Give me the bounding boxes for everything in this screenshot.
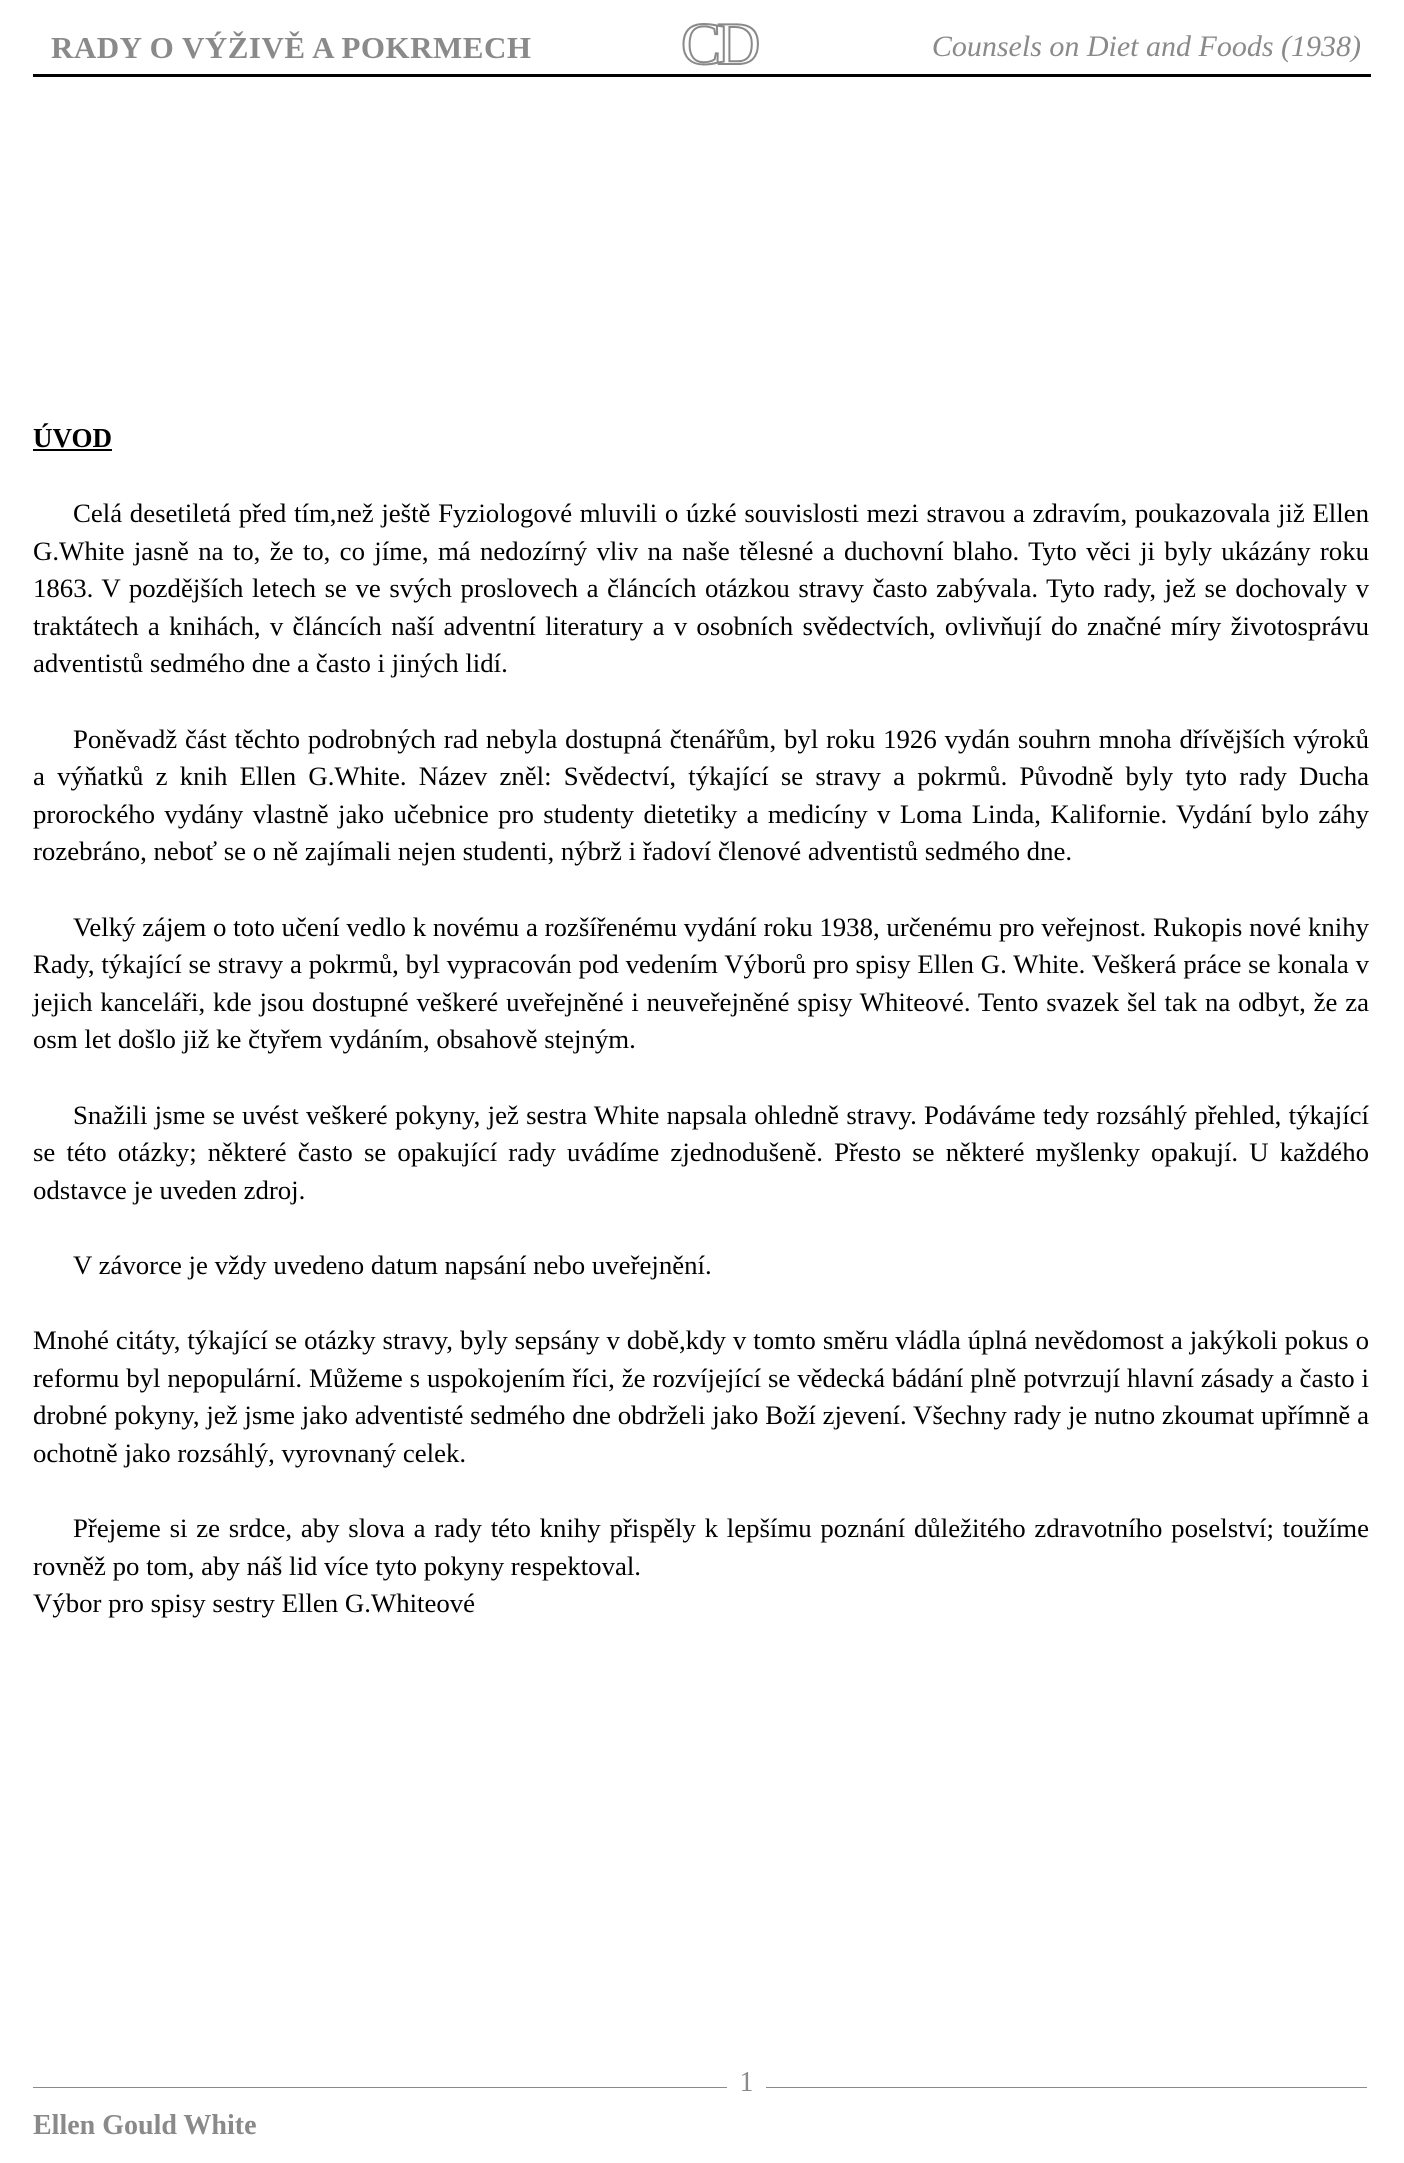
section-heading: ÚVOD [33,423,112,453]
page-number: 1 [739,2067,754,2098]
paragraph-5: V závorce je vždy uvedeno datum napsání nebo uveřejnění. [73,1249,712,1280]
paragraph-1: Celá desetiletá před tím,než ještě Fyziologové mluvili o úzké souvislosti mezi stravou a zdravím, poukazovala již Ellen G.White jasně na to, že to, co jíme, má nedozírný vliv na naše tělesné a duchovní blaho. Tyto věci ji byly ukázány roku 1863. V pozdějších letech se ve svých proslovech a článcích otázkou stravy často zabývala. Tyto rady, jež se dochovaly v traktátech a knihách, v článcích naší adventní literatury a v osobních svědectvích, ovlivňují do značné míry životosprávu adventistů sedmého dne a často i jiných lidí. [33,498,1369,679]
footer-divider-right [766,2087,1367,2088]
footer-author: Ellen Gould White [33,2110,257,2141]
footer-divider-left [33,2087,727,2088]
paragraph-2: Poněvadž část těchto podrobných rad nebyla dostupná čtenářům, byl roku 1926 vydán souhrn mnoha dřívějších výroků a výňatků z knih Ellen G.White. Název zněl: Svědectví, týkající se stravy a pokrmů. Původně byly tyto rady Ducha prorockého vydány vlastně jako učebnice pro studenty dietetiky a medicíny v Loma Linda, Kalifornie. Vydání bylo záhy rozebráno, neboť se o ně zajímali nejen studenti, nýbrž i řadoví členové adventistů sedmého dne. [33,723,1369,867]
paragraph-3: Velký zájem o toto učení vedlo k novému a rozšířenému vydání roku 1938, určenému pro veřejnost. Rukopis nové knihy Rady, týkající se stravy a pokrmů, byl vypracován pod vedením Výborů pro spisy Ellen G. White. Veškerá práce se konala v jejich kanceláři, kde jsou dostupné veškeré uveřejněné i neuveřejněné spisy Whiteové. Tento svazek šel tak na odbyt, že za osm let došlo již ke čtyřem vydáním, obsahově stejným. [33,911,1369,1055]
header-book-title-czech: RADY O VÝŽIVĚ A POKRMECH [51,30,532,65]
header-book-title-english: Counsels on Diet and Foods (1938) [931,30,1361,63]
paragraph-6: Mnohé citáty, týkající se otázky stravy, byly sepsány v době,kdy v tomto směru vládla úplná nevědomost a jakýkoli pokus o reformu byl nepopulární. Můžeme s uspokojením říci, že rozvíjející se vědecká bádání plně potvrzují hlavní zásady a často i drobné pokyny, jež jsme jako adventisté sedmého dne obdrželi jako Boží zjevení. Všechny rady je nutno zkoumat upřímně a ochotně jako rozsáhlý, vyrovnaný celek. [33,1325,1369,1468]
main-content [33,418,1369,1623]
paragraph-4: Snažili jsme se uvést veškeré pokyny, jež sestra White napsala ohledně stravy. Podáváme tedy rozsáhlý přehled, týkající se této otázky; některé často se opakující rady uvádíme zjednodušeně. Přesto se některé myšlenky opakují. U každého odstavce je uveden zdroj. [33,1099,1369,1205]
header-logo: CD [681,11,757,77]
signature: Výbor pro spisy sestry Ellen G.Whiteové [33,1588,476,1619]
paragraph-7: Přejeme si ze srdce, aby slova a rady této knihy přispěly k lepšímu poznání důležitého zdravotního poselství; toužíme rovněž po tom, aby náš lid více tyto pokyny respektoval. [33,1513,1369,1581]
page-header [33,11,1371,77]
